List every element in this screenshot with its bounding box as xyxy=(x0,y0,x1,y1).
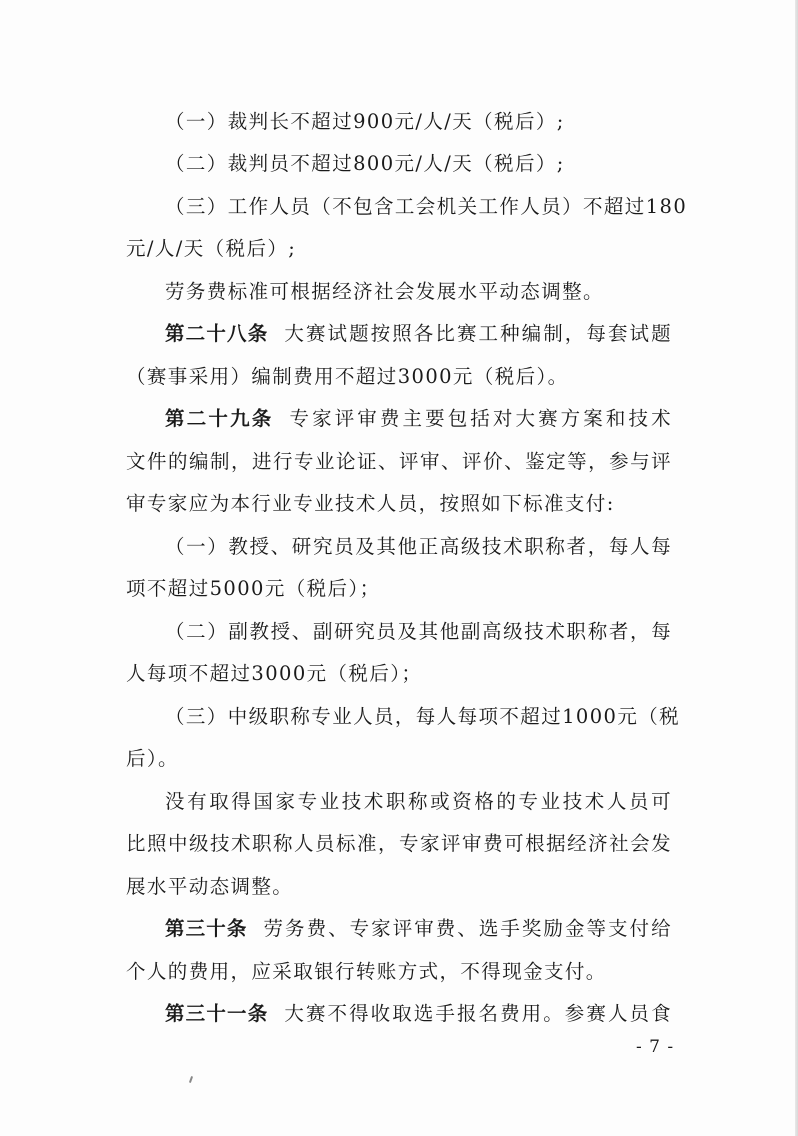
article-29-text: 专家评审费主要包括对大赛方案和技术 xyxy=(289,407,672,430)
text-line-5: 劳务费标准可根据经济社会发展水平动态调整。 xyxy=(165,280,604,303)
text-line-18: 比照中级技术职称人员标准，专家评审费可根据经济社会发 xyxy=(126,832,672,855)
article-30-line-2: 个人的费用，应采取银行转账方式，不得现金支付。 xyxy=(126,960,607,983)
article-28-heading: 第二十八条 xyxy=(165,322,269,345)
page-number: - 7 - xyxy=(636,1037,675,1057)
article-31-line-1 xyxy=(165,999,672,1029)
article-28-line-1 xyxy=(165,319,672,349)
text-line-11: （一）教授、研究员及其他正高级技术职称者，每人每 xyxy=(165,535,672,558)
text-line-2: （二）裁判员不超过800元/人/天（税后）; xyxy=(165,152,565,175)
article-29-heading: 第二十九条 xyxy=(165,407,274,430)
text-line-17: 没有取得国家专业技术职称或资格的专业技术人员可 xyxy=(165,790,672,813)
text-line-4: 元/人/天（税后）; xyxy=(126,237,297,260)
article-28-text: 大赛试题按照各比赛工种编制，每套试题 xyxy=(284,322,672,345)
article-31-text: 大赛不得收取选手报名费用。参赛人员食 xyxy=(284,1002,672,1025)
article-29-line-1 xyxy=(165,404,672,434)
text-line-14: 人每项不超过3000元（税后）； xyxy=(126,662,423,685)
text-line-13: （二）副教授、副研究员及其他副高级技术职称者，每 xyxy=(165,620,672,643)
text-line-16: 后）。 xyxy=(126,747,179,770)
text-line-15: （三）中级职称专业人员，每人每项不超过1000元（税 xyxy=(165,705,681,728)
text-line-1: （一）裁判长不超过900元/人/天（税后）; xyxy=(165,110,565,133)
article-29-line-3: 审专家应为本行业专业技术人员，按照如下标准支付: xyxy=(126,492,615,515)
article-30-text: 劳务费、专家评审费、选手奖励金等支付给 xyxy=(263,917,672,940)
article-29-line-2: 文件的编制，进行专业论证、评审、评价、鉴定等，参与评 xyxy=(126,450,672,473)
article-28-line-2: （赛事采用）编制费用不超过3000元（税后）。 xyxy=(126,365,569,388)
text-line-3: （三）工作人员（不包含工会机关工作人员）不超过180 xyxy=(165,195,688,218)
article-30-line-1 xyxy=(165,914,672,944)
article-31-heading: 第三十一条 xyxy=(165,1002,269,1025)
scan-speck xyxy=(189,1076,193,1083)
text-line-19: 展水平动态调整。 xyxy=(126,875,294,898)
article-30-heading: 第三十条 xyxy=(165,917,248,940)
text-line-12: 项不超过5000元（税后）； xyxy=(126,577,381,600)
